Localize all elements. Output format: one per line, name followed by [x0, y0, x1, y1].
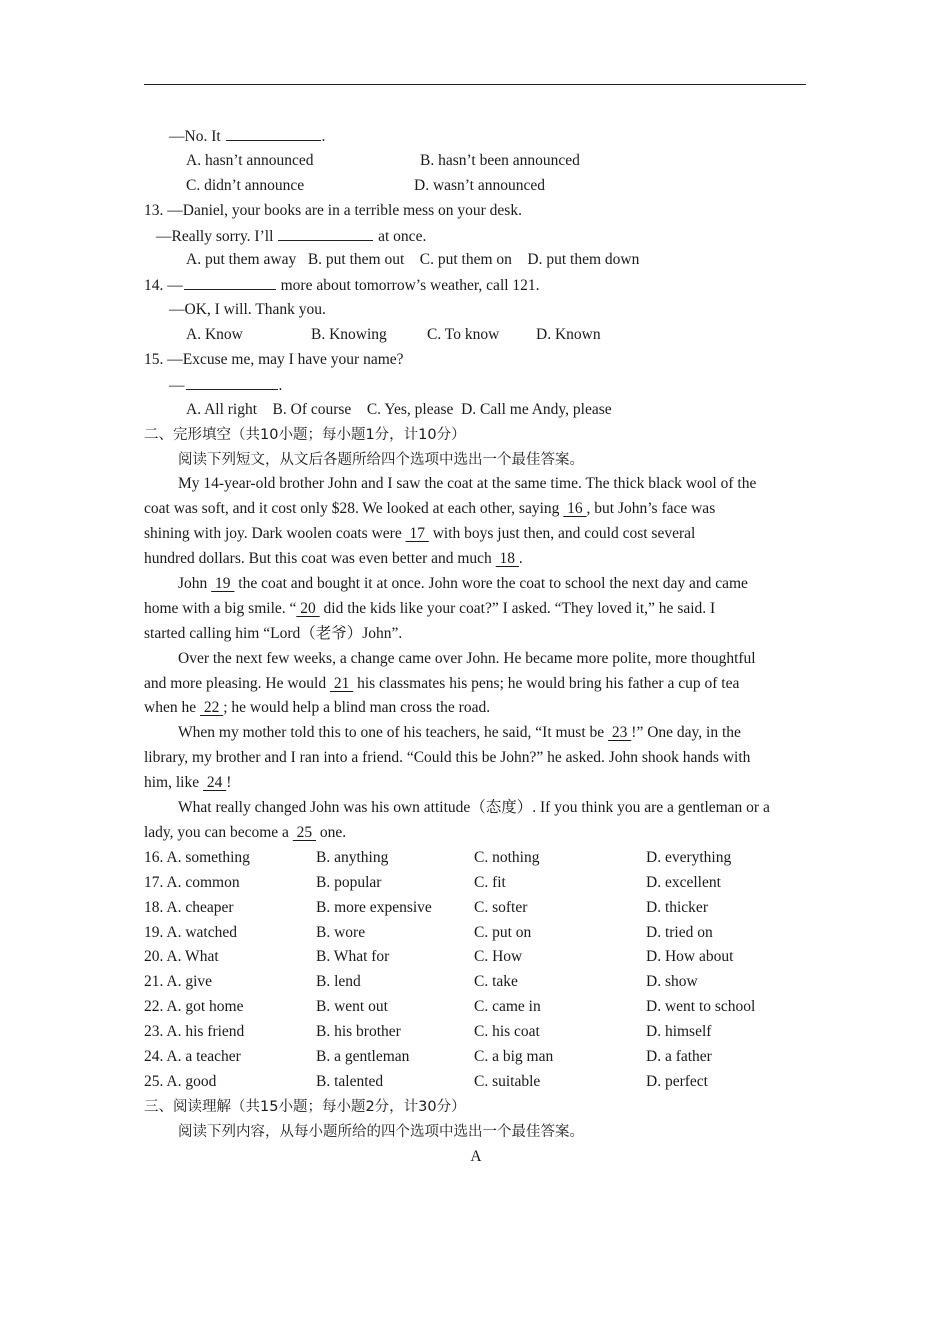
q15-line2 [144, 373, 808, 398]
q12-prompt-end: . [321, 128, 326, 145]
cloze-option: 20. A. What [144, 948, 219, 966]
q14-option-b: B. Knowing [311, 326, 387, 344]
cloze-option-row [144, 871, 808, 896]
passage-text: the coat and bought it at once. John wore the coat to school the next day and came [234, 575, 748, 593]
blank-24: 24 [202, 774, 227, 792]
q15-line1: 15. —Excuse me, may I have your name? [144, 351, 404, 369]
blank-23: 23 [608, 724, 632, 742]
cloze-option: D. excellent [646, 873, 721, 891]
cloze-option: B. a gentleman [316, 1047, 410, 1065]
q15-line2-text: — [169, 376, 185, 394]
cloze-option: 24. A. a teacher [144, 1047, 241, 1065]
passage-text: did the kids like your coat?” I asked. “They loved it,” he said. I [319, 599, 716, 617]
answer-blank [184, 273, 276, 290]
answer-blank [278, 224, 373, 241]
passage-p1-line4 [144, 547, 808, 572]
q14-option-a: A. Know [186, 326, 243, 344]
passage-text: coat was soft, and it cost only $28. We looked at each other, saying [144, 500, 564, 518]
cloze-option: 17. A. common [144, 873, 240, 891]
cloze-option: B. went out [316, 998, 388, 1016]
cloze-option-row [144, 995, 808, 1020]
cloze-option: 21. A. give [144, 973, 213, 991]
cloze-option-row [144, 945, 808, 970]
cloze-option: B. talented [316, 1072, 384, 1090]
q15-line2-end: . [278, 376, 283, 394]
cloze-option: D. show [646, 973, 698, 991]
cloze-options-list [144, 846, 808, 1095]
cloze-option: C. suitable [474, 1072, 541, 1090]
cloze-option: D. a father [646, 1047, 712, 1065]
q12-option-a: A. hasn’t announced [186, 151, 314, 169]
passage-text: when he [144, 699, 200, 717]
q14-line2: —OK, I will. Thank you. [169, 301, 326, 319]
passage-text: , but John’s face was [586, 500, 716, 518]
cloze-option: 16. A. something [144, 848, 250, 866]
cloze-option: D. thicker [646, 898, 708, 916]
cloze-option: 25. A. good [144, 1072, 217, 1090]
cloze-option: B. anything [316, 848, 389, 866]
answer-blank [226, 124, 321, 141]
q12-options-row2 [144, 174, 808, 199]
q14-option-d: D. Known [536, 326, 601, 344]
passage-p5-line1: What really changed John was his own attitude（态度）. If you think you are a gentleman or a [178, 799, 770, 817]
cloze-option: C. nothing [474, 848, 540, 866]
cloze-option-row [144, 970, 808, 995]
passage-text: him, like [144, 774, 203, 792]
blank-18: 18 [495, 550, 519, 568]
q12-prompt [144, 124, 808, 149]
blank-25: 25 [292, 823, 317, 841]
cloze-option: B. What for [316, 948, 390, 966]
cloze-option: D. tried on [646, 923, 713, 941]
cloze-option: D. perfect [646, 1072, 708, 1090]
passage-text: hundred dollars. But this coat was even better and much [144, 550, 496, 568]
cloze-option: 23. A. his friend [144, 1023, 245, 1041]
cloze-option: C. take [474, 973, 518, 991]
passage-text: ; he would help a blind man cross the road. [223, 699, 491, 717]
cloze-option: 19. A. watched [144, 923, 237, 941]
q13-options: A. put them away B. put them out C. put them on D. put them down [186, 251, 640, 269]
passage-p4-line3 [144, 771, 808, 796]
q14-line1 [144, 273, 808, 298]
blank-22: 22 [199, 699, 224, 717]
passage-text: ! [226, 774, 232, 792]
reading-part-label: A [470, 1147, 482, 1165]
q14-line1-end: more about tomorrow’s weather, call 121. [276, 277, 540, 295]
passage-p3-line1: Over the next few weeks, a change came over John. He became more polite, more thoughtful [178, 649, 756, 667]
q12-option-d: D. wasn’t announced [414, 176, 546, 194]
cloze-option: C. his coat [474, 1023, 540, 1041]
cloze-option: C. a big man [474, 1047, 554, 1065]
passage-text: home with a big smile. “ [144, 599, 297, 617]
cloze-option: D. himself [646, 1023, 712, 1041]
blank-20: 20 [296, 599, 320, 617]
q12-options-row1 [144, 149, 808, 174]
header-rule [144, 84, 806, 85]
passage-p2-line2 [144, 597, 808, 622]
cloze-option-row [144, 1045, 808, 1070]
cloze-option-row [144, 1020, 808, 1045]
q13-line2-text: —Really sorry. I’ll [156, 227, 278, 245]
blank-21: 21 [329, 674, 354, 692]
cloze-option: B. lend [316, 973, 361, 991]
cloze-option-row [144, 896, 808, 921]
q12-option-c: C. didn’t announce [186, 176, 305, 194]
q13-line2 [144, 224, 808, 249]
cloze-option: C. softer [474, 898, 528, 916]
passage-text: When my mother told this to one of his teachers, he said, “It must be [178, 724, 609, 742]
blank-16: 16 [563, 500, 587, 518]
q12-prompt-text: —No. It [169, 128, 225, 145]
cloze-option: B. popular [316, 873, 382, 891]
passage-p1-line3 [144, 522, 808, 547]
passage-text: !” One day, in the [631, 724, 741, 742]
passage-text: . [518, 550, 523, 568]
section3-heading: 三、阅读理解（共15小题；每小题2分，计30分） [144, 1098, 466, 1115]
cloze-option: D. everything [646, 848, 732, 866]
cloze-option: B. wore [316, 923, 366, 941]
passage-text: lady, you can become a [144, 823, 293, 841]
passage-p1-line2 [144, 497, 808, 522]
cloze-option: B. more expensive [316, 898, 432, 916]
passage-text: one. [316, 823, 347, 841]
exam-page [144, 124, 808, 1169]
cloze-option-row [144, 1070, 808, 1095]
passage-p1-line1: My 14-year-old brother John and I saw the coat at the same time. The thick black wool of the [178, 475, 757, 493]
cloze-option: 22. A. got home [144, 998, 244, 1016]
passage-text: and more pleasing. He would [144, 674, 330, 692]
q14-line1-text: 14. — [144, 277, 183, 295]
passage-p3-line2 [144, 672, 808, 697]
cloze-option: C. put on [474, 923, 532, 941]
q13-line2-end: at once. [374, 227, 427, 245]
cloze-option: C. fit [474, 873, 506, 891]
cloze-option-row [144, 921, 808, 946]
passage-text: with boys just then, and could cost several [428, 525, 696, 543]
q14-options [144, 323, 808, 348]
passage-text: shining with joy. Dark woolen coats were [144, 525, 406, 543]
cloze-option: C. How [474, 948, 523, 966]
section2-instruction: 阅读下列短文，从文后各题所给四个选项中选出一个最佳答案。 [178, 451, 584, 468]
section2-heading: 二、完形填空（共10小题；每小题1分，计10分） [144, 426, 466, 443]
q13-line1: 13. —Daniel, your books are in a terrible mess on your desk. [144, 201, 522, 219]
q15-options: A. All right B. Of course C. Yes, please D. Call me Andy, please [186, 400, 612, 418]
passage-text: his classmates his pens; he would bring his father a cup of tea [353, 674, 740, 692]
passage-p2-line1 [144, 572, 808, 597]
cloze-option: 18. A. cheaper [144, 898, 234, 916]
cloze-option: D. How about [646, 948, 734, 966]
passage-p5-line2 [144, 821, 808, 846]
blank-17: 17 [405, 525, 429, 543]
cloze-option: D. went to school [646, 998, 756, 1016]
answer-blank [186, 373, 278, 390]
passage-p2-line3: started calling him “Lord（老爷）John”. [144, 624, 403, 642]
cloze-option-row [144, 846, 808, 871]
cloze-option: B. his brother [316, 1023, 401, 1041]
passage-p4-line2: library, my brother and I ran into a friend. “Could this be John?” he asked. John shook hands with [144, 749, 751, 767]
q14-option-c: C. To know [427, 326, 500, 344]
passage-text: John [178, 575, 212, 593]
blank-19: 19 [211, 575, 235, 593]
passage-p4-line1 [144, 721, 808, 746]
section3-instruction: 阅读下列内容，从每小题所给的四个选项中选出一个最佳答案。 [178, 1123, 584, 1140]
cloze-option: C. came in [474, 998, 541, 1016]
q12-option-b: B. hasn’t been announced [420, 151, 580, 169]
passage-p3-line3 [144, 696, 808, 721]
